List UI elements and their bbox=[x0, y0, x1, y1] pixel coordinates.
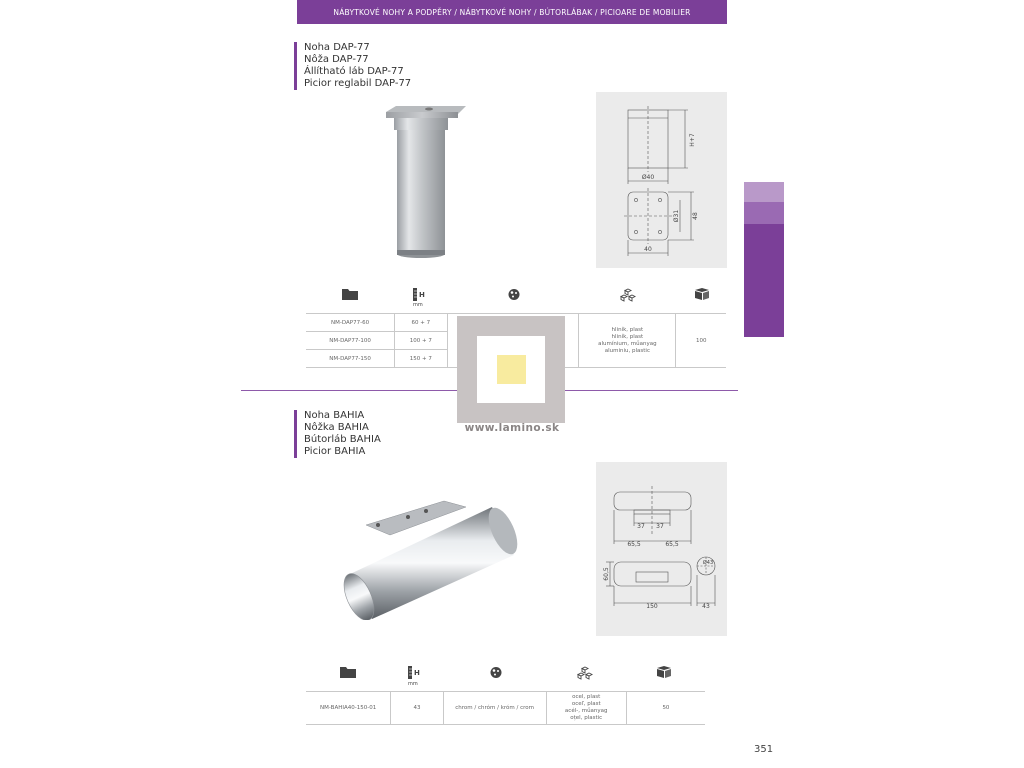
finish-cell: chrom / chróm / króm / crom bbox=[443, 692, 546, 725]
material-line: ocel, plast bbox=[572, 694, 601, 700]
code-cell: NM-DAP77-60 bbox=[306, 314, 395, 332]
dim-hole-spacing-left: 37 bbox=[637, 523, 645, 530]
code-cell: NM-DAP77-100 bbox=[306, 332, 395, 350]
product2-technical-drawing bbox=[596, 462, 727, 636]
watermark-square bbox=[497, 355, 526, 384]
product2-spec-table bbox=[306, 691, 705, 725]
dim-base-width: 40 bbox=[644, 246, 652, 253]
package-box-icon bbox=[694, 288, 710, 300]
product1-name-ro: Picior reglabil DAP-77 bbox=[304, 78, 412, 89]
height-cell: 60 + 7 bbox=[395, 314, 447, 332]
height-unit: mm bbox=[413, 302, 423, 308]
finish-swatch-icon bbox=[507, 288, 521, 301]
material-line: hliník, plast bbox=[611, 326, 644, 333]
product1-name-sk: Noha DAP-77 bbox=[304, 42, 370, 53]
product2-name-sk2: Nôžka BAHIA bbox=[304, 422, 369, 433]
folder-icon bbox=[342, 288, 358, 300]
dim-length: 150 bbox=[646, 603, 658, 610]
watermark-logo bbox=[457, 316, 565, 423]
finish-swatch-icon bbox=[489, 666, 503, 679]
material-line: hliník, plast bbox=[611, 333, 644, 340]
dim-half-left: 65,5 bbox=[627, 541, 641, 548]
product1-icon-row bbox=[306, 288, 726, 314]
code-cell: NM-BAHIA40-150-01 bbox=[306, 692, 391, 725]
product2-icon-row bbox=[306, 666, 706, 692]
dim-half-right: 65,5 bbox=[665, 541, 679, 548]
watermark-url: www.lamino.sk bbox=[464, 422, 560, 434]
package-box-icon bbox=[656, 666, 672, 678]
dim-height: H+7 bbox=[689, 133, 696, 147]
product1-technical-drawing bbox=[596, 92, 727, 268]
product1-photo bbox=[372, 104, 472, 264]
height-cell: 43 bbox=[391, 692, 443, 725]
dim-side: 43 bbox=[702, 603, 710, 610]
material-line: acél-, műanyag bbox=[564, 708, 608, 714]
product1-name-hu: Állítható láb DAP-77 bbox=[304, 66, 404, 77]
height-cell: 100 + 7 bbox=[395, 332, 447, 350]
material-line: oceľ, plast bbox=[571, 701, 601, 707]
page-number: 351 bbox=[754, 744, 774, 755]
product2-photo bbox=[326, 495, 521, 620]
svg-text:H: H bbox=[414, 669, 420, 677]
material-line: oțel, plastic bbox=[570, 715, 603, 721]
svg-text:H: H bbox=[419, 291, 425, 299]
code-cell: NM-DAP77-150 bbox=[306, 350, 395, 368]
product2-name-sk: Noha BAHIA bbox=[304, 410, 365, 421]
material-line: alumínium, műanyag bbox=[598, 340, 657, 347]
material-line: aluminiu, plastic bbox=[604, 347, 650, 354]
material-cell bbox=[546, 692, 626, 725]
tab-dark bbox=[744, 224, 784, 337]
product1-name-sk2: Nôža DAP-77 bbox=[304, 54, 369, 65]
material-cubes-icon bbox=[620, 288, 636, 302]
section-banner: NÁBYTKOVÉ NOHY A PODPĚRY / NÁBYTKOVÉ NOHY / BÚTORLÁBAK / PICIOARE DE MOBILIER bbox=[297, 0, 727, 24]
dim-hole-spacing-right: 37 bbox=[656, 523, 664, 530]
dim-height: 60,5 bbox=[603, 567, 610, 581]
folder-icon bbox=[340, 666, 356, 678]
material-cubes-icon bbox=[577, 666, 593, 680]
package-cell: 50 bbox=[626, 692, 705, 725]
material-cell bbox=[579, 314, 676, 368]
tab-light bbox=[744, 182, 784, 202]
height-ruler-icon bbox=[407, 666, 423, 680]
product2-title bbox=[294, 410, 381, 458]
product2-name-hu: Bútorláb BAHIA bbox=[304, 434, 381, 445]
height-unit: mm bbox=[408, 681, 418, 687]
package-cell: 100 bbox=[676, 314, 726, 368]
product2-name-ro: Picior BAHIA bbox=[304, 446, 366, 457]
dim-base-depth: 48 bbox=[692, 212, 699, 220]
tab-medium bbox=[744, 202, 784, 224]
section-tabs bbox=[744, 182, 784, 337]
dim-diameter: Ø40 bbox=[641, 174, 655, 181]
dim-hole: Ø31 bbox=[673, 209, 680, 223]
dim-diameter: Ø43 bbox=[702, 560, 714, 566]
product1-title bbox=[294, 42, 411, 90]
height-cell: 150 + 7 bbox=[395, 350, 447, 368]
height-ruler-icon bbox=[412, 288, 428, 302]
